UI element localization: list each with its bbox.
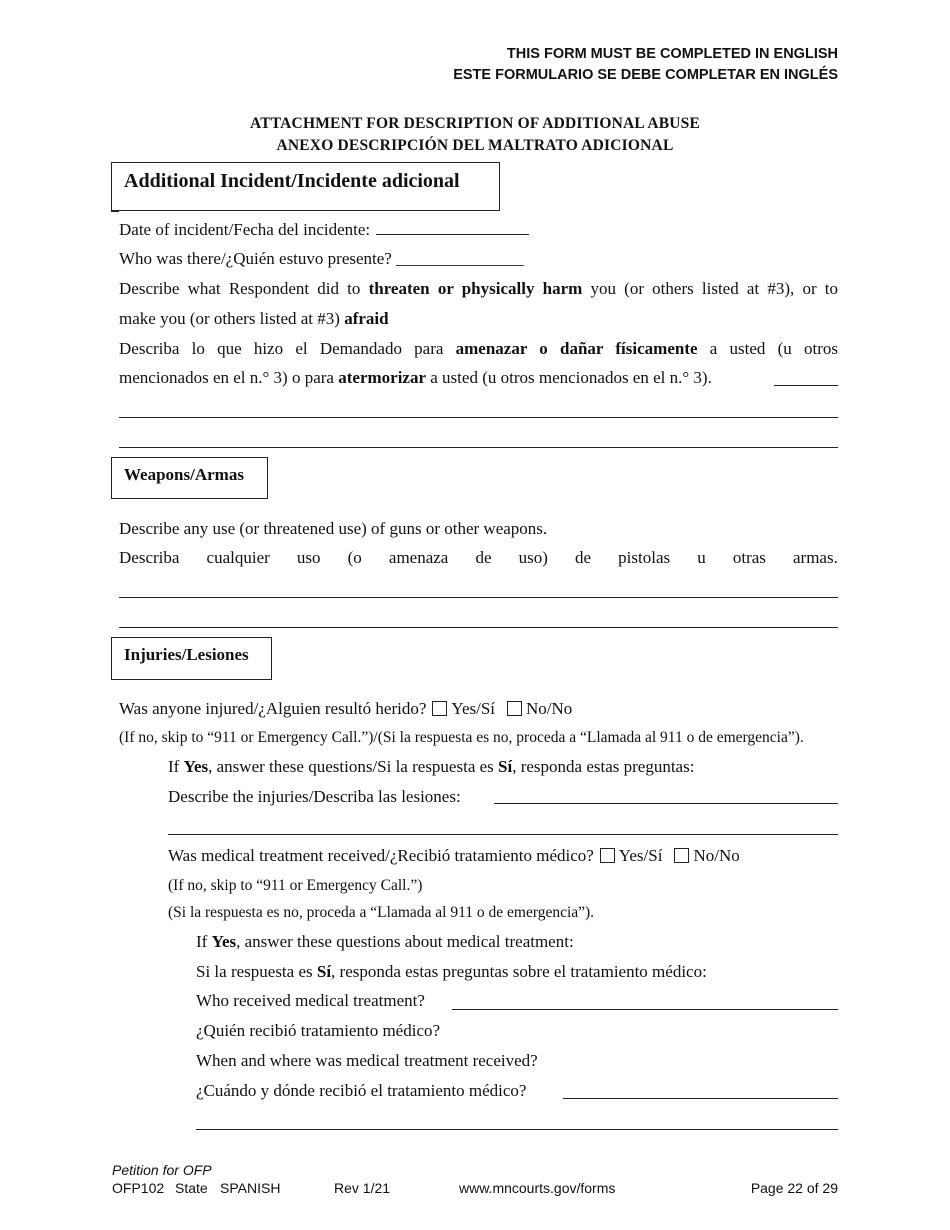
when-where-line[interactable] [563, 1098, 838, 1099]
incident-box-tail [111, 211, 119, 212]
injured-yes-label: Yes/Sí [451, 699, 496, 718]
injured-question: Was anyone injured/¿Alguien resultó herido? [119, 699, 427, 718]
injured-skip-note: (If no, skip to “911 or Emergency Call.”)/(Si la respuesta es no, proceda a “Llamada al 911 o de emergencia”). [119, 729, 804, 746]
who-input-line[interactable]: _______________ [396, 249, 524, 268]
footer-language: SPANISH [220, 1180, 281, 1196]
who-field [119, 249, 524, 269]
date-label: Date of incident/Fecha del incidente: [119, 220, 371, 239]
medical-skip-en: (If no, skip to “911 or Emergency Call.”) [168, 877, 423, 894]
describe-inline-line[interactable] [774, 385, 838, 386]
medical-no-checkbox[interactable] [674, 848, 689, 863]
if-yes-instructions: If Yes, answer these questions/Si la respuesta es Sí, responda estas preguntas: [168, 757, 695, 776]
medical-no-label: No/No [693, 846, 740, 865]
medical-question-row [168, 846, 740, 866]
describe-en-line1: Describe what Respondent did to threaten or physically harm you (or others listed at #3), or to [119, 279, 839, 298]
weapons-answer-line-2[interactable] [119, 627, 838, 628]
describe-es-line1: Describa lo que hizo el Demandado para amenazar o dañar físicamente a usted (u otros [119, 339, 838, 358]
medical-if-yes-en: If Yes, answer these questions about medical treatment: [196, 932, 574, 951]
footer-page-number: Page 22 of 29 [750, 1180, 838, 1196]
weapons-answer-line-1[interactable] [119, 597, 838, 598]
medical-question: Was medical treatment received/¿Recibió tratamiento médico? [168, 846, 594, 865]
who-received-en: Who received medical treatment? [196, 991, 425, 1010]
who-label: Who was there/¿Quién estuvo presente? [119, 249, 392, 268]
describe-es-line2: mencionados en el n.° 3) o para atermorizar a usted (u otros mencionados en el n.° 3). [119, 368, 712, 387]
footer-state: State [175, 1180, 208, 1196]
injured-no-label: No/No [526, 699, 573, 718]
footer-form-name: Petition for OFP [112, 1162, 212, 1178]
who-received-line[interactable] [452, 1009, 838, 1010]
injuries-describe-line[interactable] [494, 803, 838, 804]
date-input-line[interactable] [376, 219, 529, 235]
footer-url[interactable]: www.mncourts.gov/forms [459, 1180, 616, 1196]
attachment-title-es: ANEXO DESCRIPCIÓN DEL MALTRATO ADICIONAL [276, 137, 674, 154]
when-where-answer-line[interactable] [196, 1129, 838, 1130]
attachment-title-en: ATTACHMENT FOR DESCRIPTION OF ADDITIONAL ABUSE [249, 115, 701, 132]
when-where-en: When and where was medical treatment received? [196, 1051, 538, 1070]
injuries-section-title: Injuries/Lesiones [124, 645, 249, 664]
medical-yes-label: Yes/Sí [618, 846, 663, 865]
english-notice: THIS FORM MUST BE COMPLETED IN ENGLISH [506, 46, 838, 62]
who-received-es: ¿Quién recibió tratamiento médico? [196, 1021, 441, 1040]
weapons-describe-en: Describe any use (or threatened use) of guns or other weapons. [119, 519, 548, 538]
footer-form-code: OFP102 [112, 1180, 165, 1196]
spanish-notice: ESTE FORMULARIO SE DEBE COMPLETAR EN INGLÉS [453, 67, 838, 83]
injured-no-checkbox[interactable] [507, 701, 522, 716]
when-where-es: ¿Cuándo y dónde recibió el tratamiento médico? [196, 1081, 527, 1100]
medical-skip-es: (Si la respuesta es no, proceda a “Llamada al 911 o de emergencia”). [168, 904, 595, 921]
describe-en-line2: make you (or others listed at #3) afraid [119, 309, 389, 328]
medical-yes-checkbox[interactable] [600, 848, 615, 863]
injured-question-row [119, 699, 572, 719]
describe-answer-line-2[interactable] [119, 447, 838, 448]
injuries-describe-label: Describe the injuries/Describa las lesiones: [168, 787, 461, 806]
date-field [119, 219, 529, 240]
describe-answer-line-1[interactable] [119, 417, 838, 418]
weapons-describe-es: Describa cualquier uso (o amenaza de uso) de pistolas u otras armas. [119, 548, 838, 567]
injuries-answer-line[interactable] [168, 834, 838, 835]
medical-if-yes-es: Si la respuesta es Sí, responda estas preguntas sobre el tratamiento médico: [196, 962, 707, 981]
incident-section-title: Additional Incident/Incidente adicional [124, 170, 460, 192]
weapons-section-title: Weapons/Armas [124, 465, 244, 484]
injured-yes-checkbox[interactable] [432, 701, 447, 716]
footer-rev: Rev 1/21 [334, 1180, 391, 1196]
